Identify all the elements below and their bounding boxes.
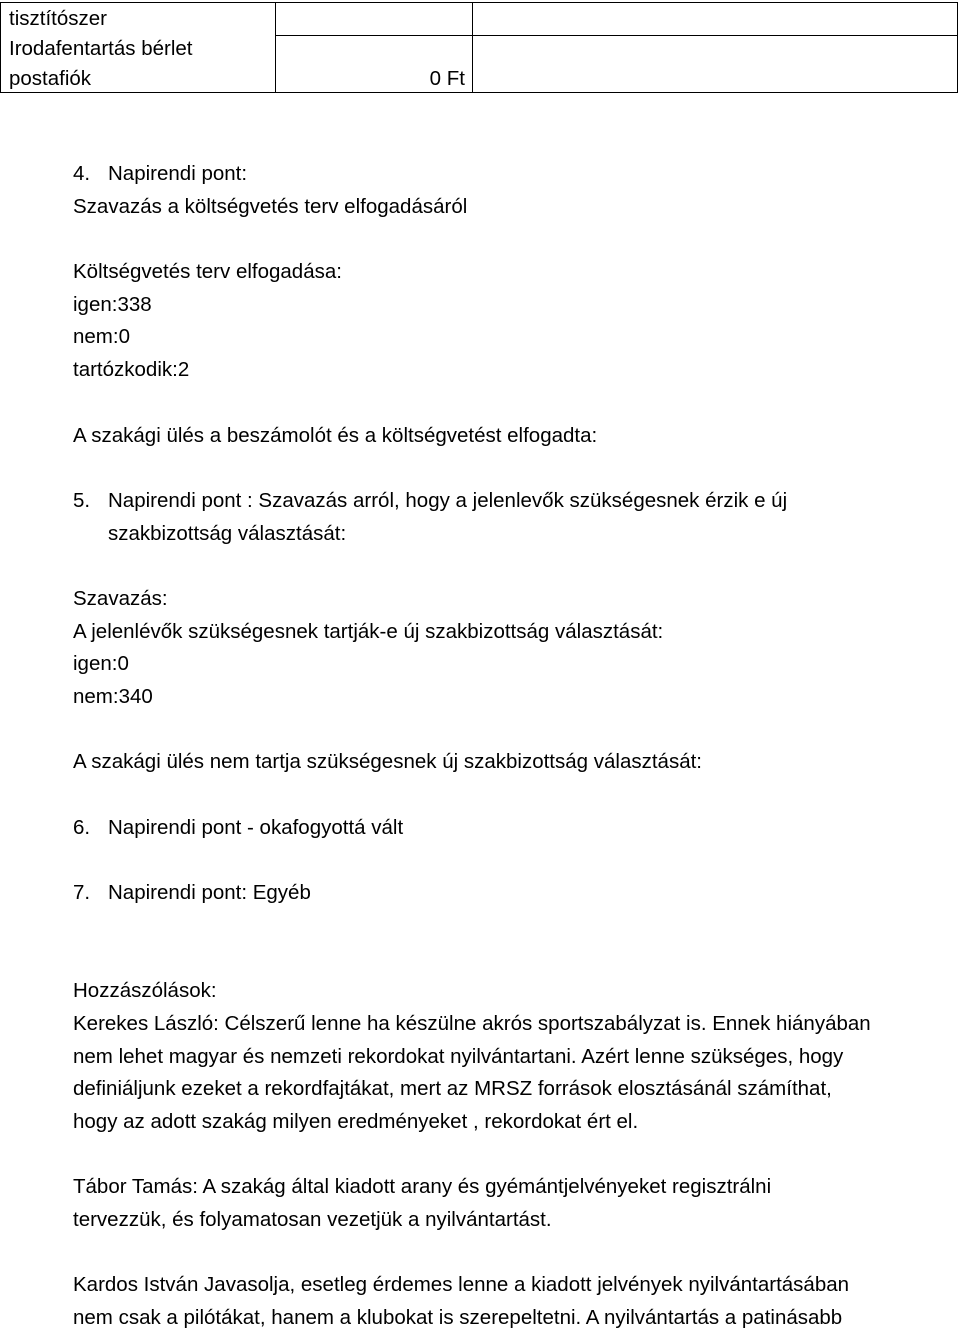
vote-yes: igen:338 xyxy=(73,292,152,316)
table-row-label: postafiók xyxy=(9,67,92,90)
table-divider xyxy=(473,35,957,36)
vote-label: Szavazás: xyxy=(73,586,168,610)
comment-line: nem lehet magyar és nemzeti rekordokat nyilvántartani. Azért lenne szükséges, hogy xyxy=(73,1044,844,1068)
vote-question: A jelenlévők szükségesnek tartják-e új szakbizottság választását: xyxy=(73,619,664,643)
budget-table-labels xyxy=(1,3,276,92)
comment-line: Tábor Tamás: A szakág által kiadott arany és gyémántjelvényeket regisztrálni xyxy=(73,1175,772,1199)
table-row-label: Irodafentartás bérlet xyxy=(9,37,193,60)
vote-label: Költségvetés terv elfogadása: xyxy=(73,260,342,284)
vote-abstain: tartózkodik:2 xyxy=(73,358,190,382)
comment-line: Kerekes László: Célszerű lenne ha készülne akrós sportszabályzat is. Ennek hiányában xyxy=(73,1011,871,1035)
vote-result: A szakági ülés a beszámolót és a költségvetést elfogadta: xyxy=(73,423,598,447)
comment-line: nem csak a pilótákat, hanem a klubokat is szerepeltetni. A nyilvántartás a patinásabb xyxy=(73,1306,843,1330)
vote-yes: igen:0 xyxy=(73,652,129,676)
comment-line: hogy az adott szakág milyen eredményeket , rekordokat ért el. xyxy=(73,1109,639,1133)
table-amount: 0 Ft xyxy=(429,67,465,90)
agenda-item-5-heading: 5. Napirendi pont : Szavazás arról, hogy a jelenlevők szükségesnek érzik e új xyxy=(73,488,788,512)
agenda-item-4-subtitle: Szavazás a költségvetés terv elfogadásáról xyxy=(73,194,468,218)
minutes-body xyxy=(73,158,933,1335)
budget-table-empty-column xyxy=(473,3,957,92)
agenda-item-4-heading: 4. Napirendi pont: xyxy=(73,162,248,185)
agenda-item-7-heading: 7. Napirendi pont: Egyéb xyxy=(73,881,311,905)
vote-no: nem:0 xyxy=(73,325,130,349)
table-divider xyxy=(276,35,472,36)
vote-result: A szakági ülés nem tartja szükségesnek új szakbizottság választását: xyxy=(73,750,702,774)
budget-table-amounts xyxy=(276,3,473,92)
vote-no: nem:340 xyxy=(73,685,153,708)
comments-heading: Hozzászólások: xyxy=(73,979,217,1003)
agenda-item-5-heading-cont: szakbizottság választását: xyxy=(108,521,347,545)
comment-line: definiáljunk ezeket a rekordfajtákat, mert az MRSZ források elosztásánál számíthat, xyxy=(73,1077,832,1101)
comment-line: tervezzük, és folyamatosan vezetjük a nyilvántartást. xyxy=(73,1208,552,1231)
agenda-item-6-heading: 6. Napirendi pont - okafogyottá vált xyxy=(73,815,404,839)
budget-table xyxy=(0,2,958,93)
comment-line: Kardos István Javasolja, esetleg érdemes lenne a kiadott jelvények nyilvántartásában xyxy=(73,1273,850,1297)
table-row-label: tisztítószer xyxy=(9,7,107,30)
